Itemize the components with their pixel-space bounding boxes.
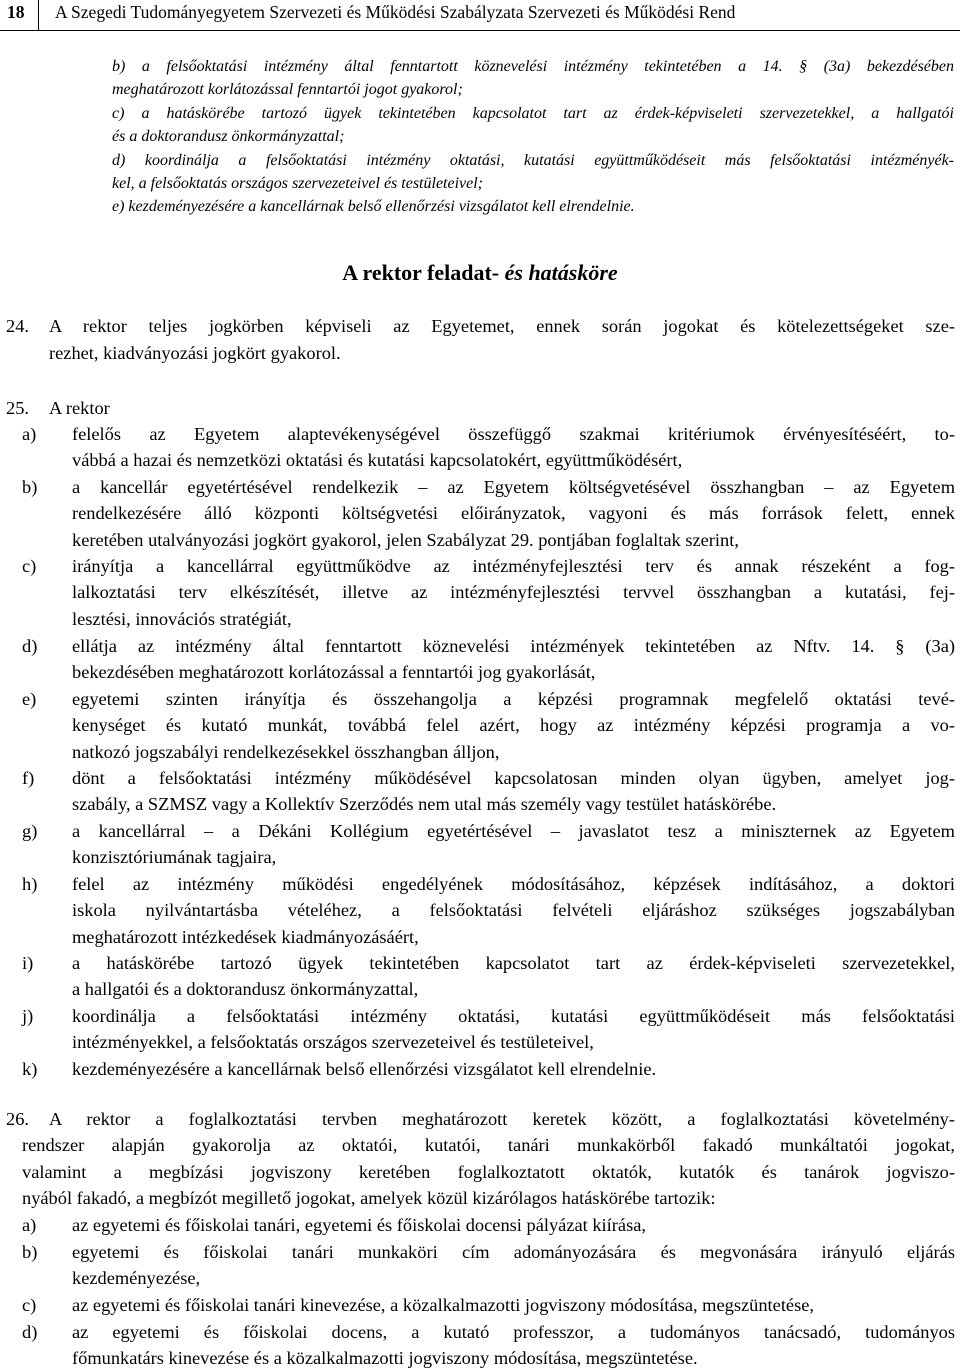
p26-label-d: d) [22,1322,38,1342]
italic-item-d-line2: kel, a felsőoktatás országos szervezeteivel és testületeivel; [112,175,484,193]
p25-label-f: f) [22,768,35,788]
p25-label-b: b) [22,477,38,497]
paragraph-25-intro: A rektor [49,398,110,418]
paragraph-25-number: 25. [6,398,29,418]
page-header [0,0,960,31]
p25-label-k: k) [22,1059,38,1079]
p25-item-h-line2: iskola nyilvántartásba vételéhez, a felsőoktatási felvételi eljáráshoz szükséges jogszabályban [72,900,955,921]
p25-item-e-line2: kenységet és kutató munkát, továbbá felel azért, hogy az intézmény képzési programja a vo- [72,715,955,736]
p25-label-c: c) [22,556,37,576]
document-title: A Szegedi Tudományegyetem Szervezeti és Működési Szabályzata Szervezeti és Működési Rend [55,2,736,22]
p26-item-d-line2: főmunkatárs kinevezése és a közalkalmazotti jogviszony módosítása, megszüntetése. [72,1348,698,1369]
p25-item-j-line1: koordinálja a felsőoktatási intézmény oktatási, kutatási együttműködéseit más felsőoktatási [72,1006,955,1026]
p25-label-e: e) [22,689,37,709]
header-divider [38,0,39,30]
p25-item-e-line3: natkozó jogszabályi rendelkezésekkel összhangban álljon, [72,741,500,762]
p25-label-h: h) [22,874,38,894]
italic-item-c-line2: és a doktorandusz önkormányzattal; [112,128,345,146]
paragraph-26-line2: rendszer alapján gyakorolja az oktatói, kutatói, tanári munkakörből fakadó munkáltatói jogokat, [22,1135,955,1156]
p25-item-j-line2: intézményekkel, a felsőoktatás országos szervezeteivel és testületeivel, [72,1032,594,1053]
p26-label-a: a) [22,1215,37,1235]
paragraph-26-line3: valamint a megbízási jogviszony keretében foglalkoztatott oktatók, kutatók és tanárok jogviszo- [22,1161,955,1182]
p26-label-b: b) [22,1242,38,1262]
p25-item-c-line2: lalkoztatási terv elkészítését, illetve az intézményfejlesztési tervvel összhangban a kutatási, fej- [72,582,955,603]
section-title-italic: és hatásköre [504,260,618,285]
p25-item-g-line2: konzisztóriumának tagjaira, [72,847,277,868]
p26-item-b-line2: kezdeményezése, [72,1268,201,1289]
paragraph-26-number: 26. [6,1109,29,1129]
p25-item-g-line1: a kancellárral – a Dékáni Kollégium egyetértésével – javaslatot tesz a miniszternek az Egyetem [72,821,955,841]
p26-label-c: c) [22,1295,37,1315]
p25-item-f-line1: dönt a felsőoktatási intézmény működésével kapcsolatosan minden olyan ügyben, amelyet jog- [72,768,955,788]
italic-item-b-line1: b) a felsőoktatási intézmény által fenntartott köznevelési intézmény tekintetében a 14. § (3a) bekezdésében [112,58,954,75]
p25-item-f-line2: szabály, a SZMSZ vagy a Kollektív Szerződés nem utal más személy vagy testület hatáskörébe. [72,794,777,815]
italic-item-e-line1: e) kezdeményezésére a kancellárnak belső ellenőrzési vizsgálatot kell elrendelnie. [112,198,635,216]
p25-item-i-line1: a hatáskörébe tartozó ügyek tekintetében kapcsolatot tart az érdek-képviseleti szervezetekkel, [72,953,955,973]
p26-item-a-line1: az egyetemi és főiskolai tanári, egyetemi és főiskolai docensi pályázat kiírása, [72,1215,646,1235]
p25-item-d-line1: ellátja az intézmény által fenntartott köznevelési intézmények tekintetében az Nftv. 14. § (3a) [72,636,955,656]
italic-item-d-line1: d) koordinálja a felsőoktatási intézmény oktatási, kutatási együttműködéseit más felsőoktatási intézményék- [112,151,954,169]
p25-item-b-line2: rendelkezésére álló központi költségvetési előirányzatok, vagyoni és más források felett, ennek [72,503,955,524]
p25-item-h-line3: meghatározott intézkedések kiadmányozásáért, [72,926,419,947]
p25-item-a-line1: felelős az Egyetem alaptevékenységével összefüggő szakmai kritériumok érvényesítéséért, to- [72,424,955,444]
p25-item-c-line1: irányítja a kancellárral együttműködve az intézményfejlesztési terv és annak részeként a fog- [72,556,955,576]
p25-label-j: j) [22,1006,34,1026]
p25-item-b-line3: keretében utalványozási jogkört gyakorol, jelen Szabályzat 29. pontjában foglaltak szerint, [72,529,739,550]
paragraph-26-line1: A rektor a foglalkoztatási tervben meghatározott keretek között, a foglalkoztatási követelmény- [49,1109,955,1129]
p25-label-a: a) [22,424,37,444]
p26-item-d-line1: az egyetemi és főiskolai docens, a kutató professzor, a tudományos tanácsadó, tudományos [72,1322,955,1342]
p25-item-a-line2: vábbá a hazai és nemzetközi oktatási és kutatási kapcsolatokért, együttműködésért, [72,450,683,471]
p26-item-b-line1: egyetemi és főiskolai tanári munkaköri cím adományozására és megvonására irányuló eljárás [72,1242,955,1262]
paragraph-24-number: 24. [6,316,29,336]
section-title-normal: A rektor feladat- [342,260,505,285]
p25-item-c-line3: lesztési, innovációs stratégiát, [72,608,292,629]
p25-label-i: i) [22,953,34,973]
page-number: 18 [7,2,25,22]
p26-item-c-line1: az egyetemi és főiskolai tanári kinevezése, a közalkalmazotti jogviszony módosítása, megszüntetése, [72,1295,815,1315]
italic-item-c-line1: c) a hatáskörébe tartozó ügyek tekintetében kapcsolatot tart az érdek-képviseleti szervezetekkel, a hallgatói [112,104,954,122]
p25-item-i-line2: a hallgatói és a doktorandusz önkormányzattal, [72,979,419,1000]
p25-item-d-line2: bekezdésében meghatározott korlátozással a fenntartói jog gyakorlását, [72,662,596,683]
paragraph-24-line2: rezhet, kiadványozási jogkört gyakorol. [49,343,341,363]
p25-label-d: d) [22,636,38,656]
paragraph-26-line4: nyából fakadó, a megbízót megillető jogokat, amelyek közül kizárólagos hatáskörébe tartozik: [22,1187,716,1208]
paragraph-24-line1: A rektor teljes jogkörben képviseli az Egyetemet, ennek során jogokat és kötelezettségeket sze- [49,316,955,336]
italic-list [112,55,954,219]
p25-item-k-line1: kezdeményezésére a kancellárnak belső ellenőrzési vizsgálatot kell elrendelnie. [72,1059,657,1079]
italic-item-b-line2: meghatározott korlátozással fenntartói jogot gyakorol; [112,81,463,99]
p25-item-b-line1: a kancellár egyetértésével rendelkezik – az Egyetem költségvetésével összhangban – az Egyetem [72,477,955,497]
p25-label-g: g) [22,821,38,841]
p25-item-h-line1: felel az intézmény működési engedélyének módosításához, képzések indításához, a doktori [72,874,955,894]
p25-item-e-line1: egyetemi szinten irányítja és összehangolja a képzési programnak megfelelő oktatási tevé- [72,689,955,709]
section-title [0,258,960,288]
